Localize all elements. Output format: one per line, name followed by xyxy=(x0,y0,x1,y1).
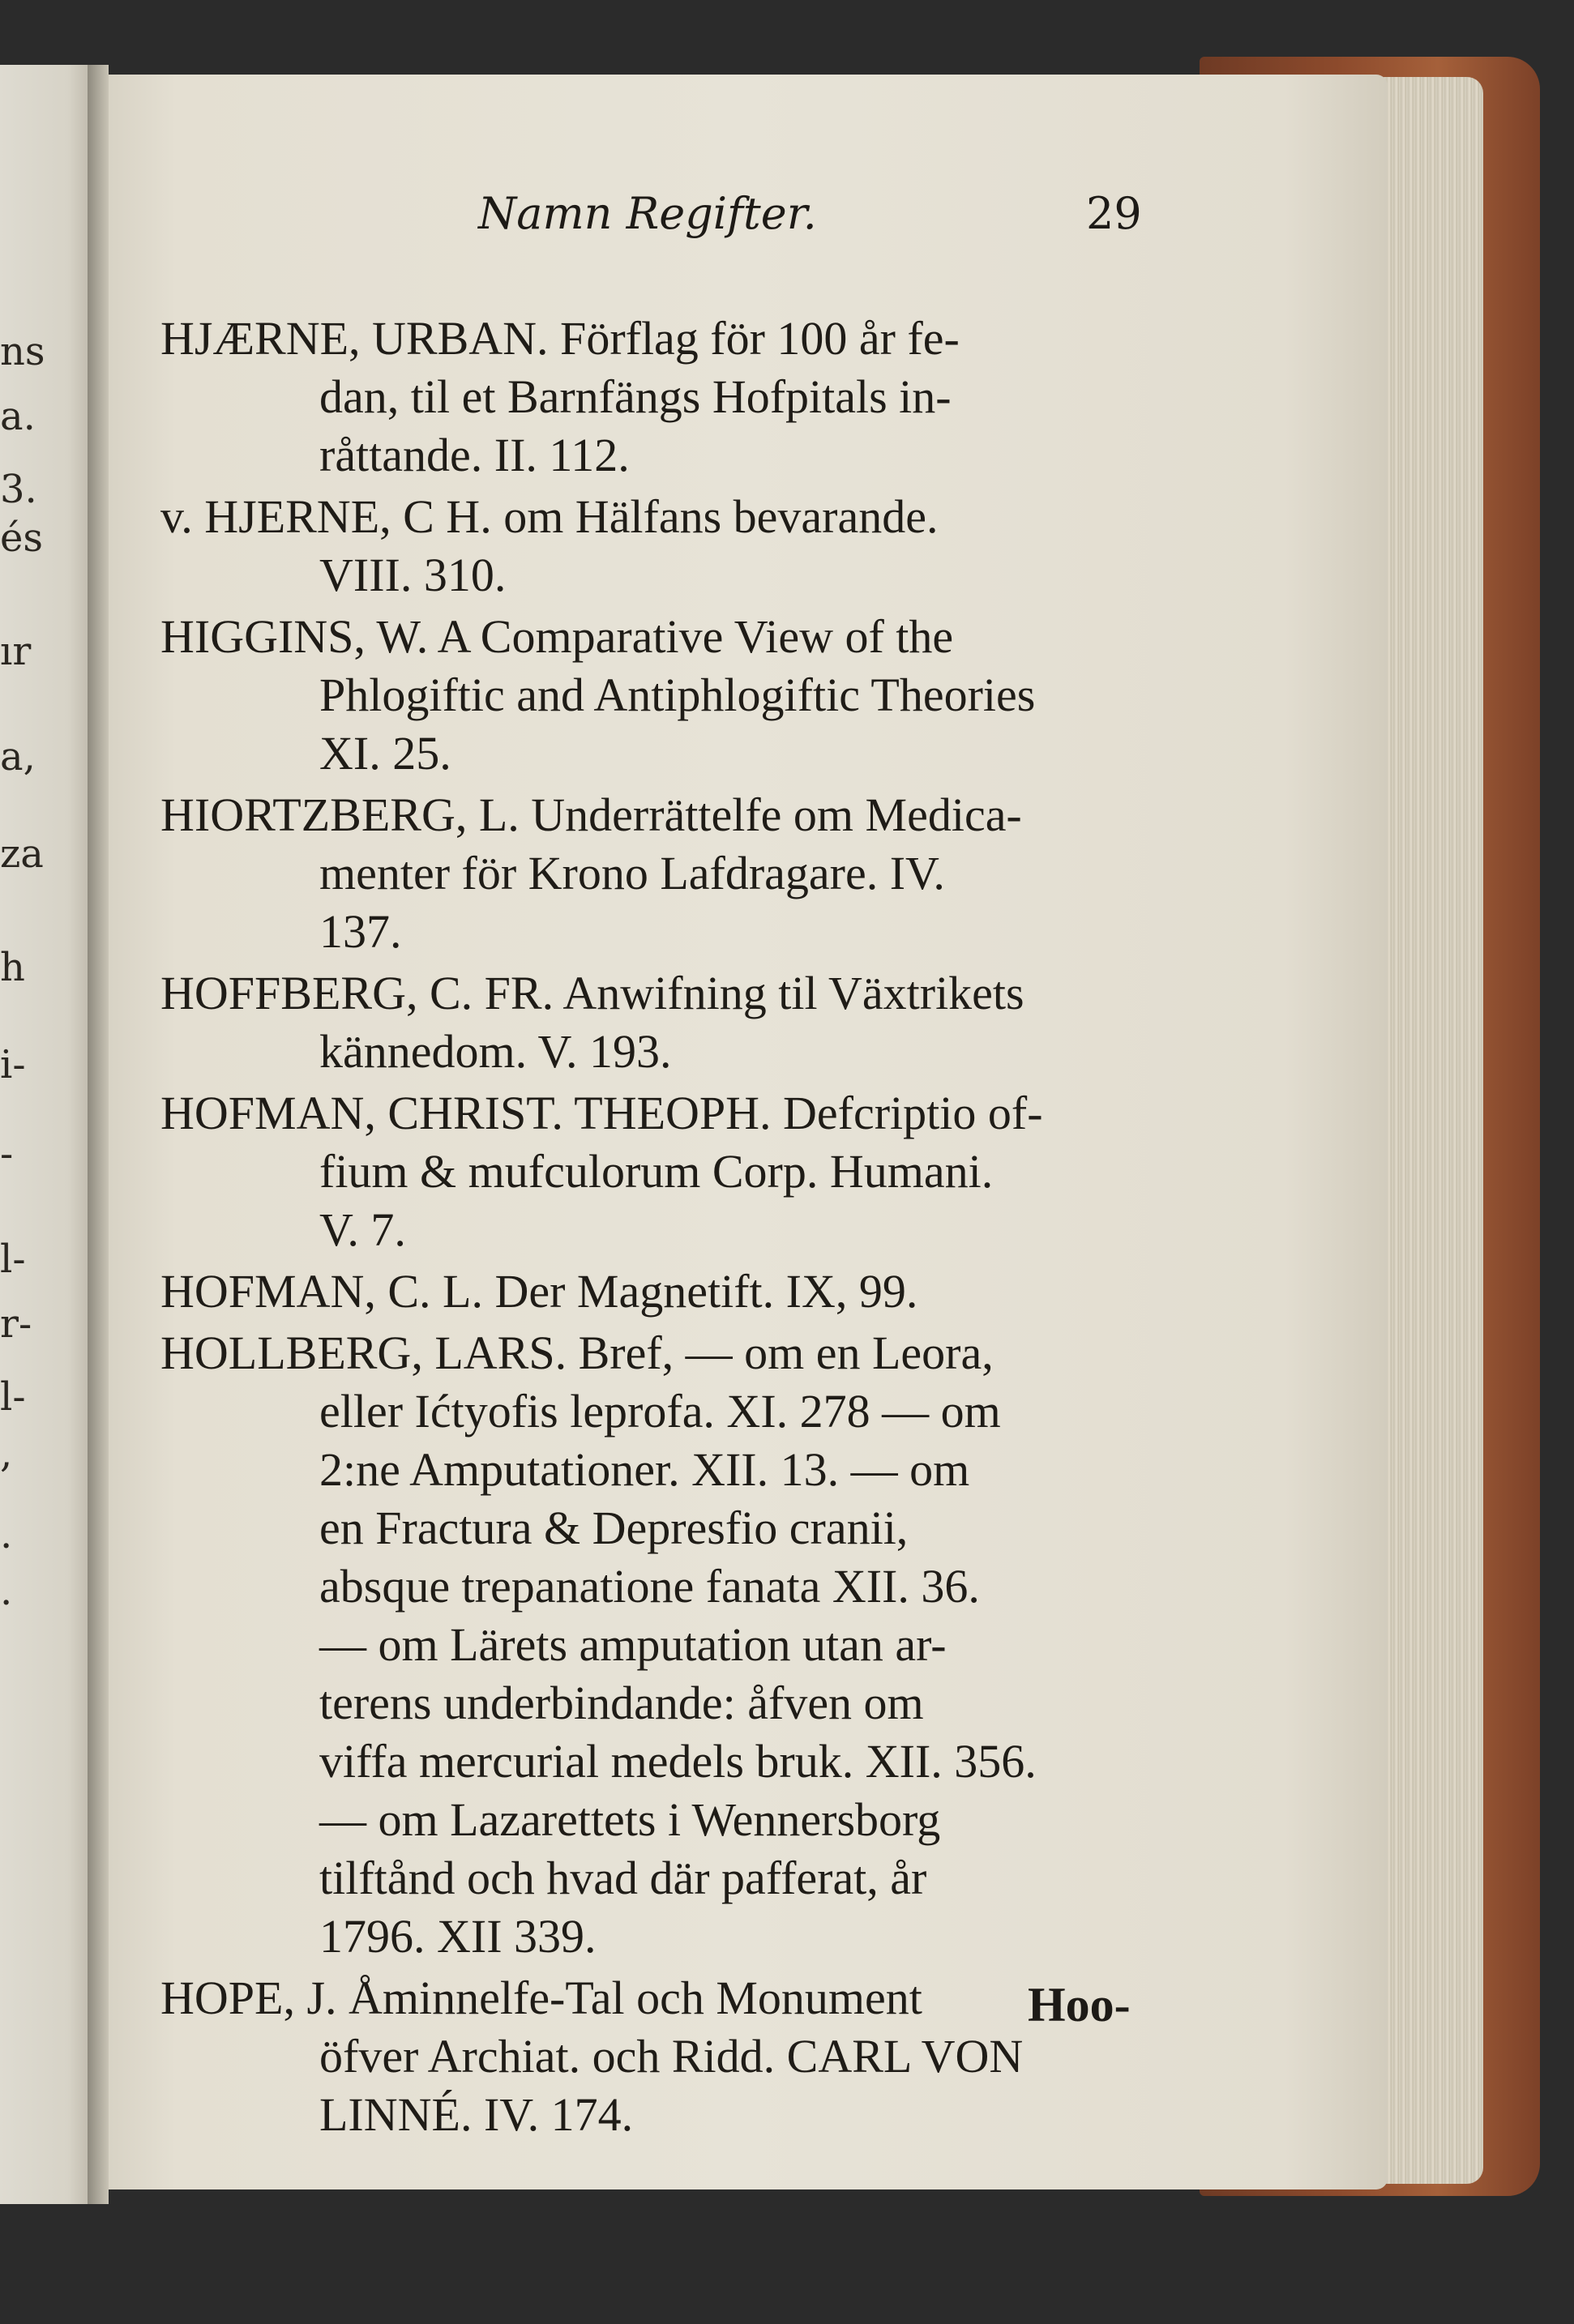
entry-first-line: HOFFBERG, C. FR. Anwifning til Växtrikets xyxy=(160,967,1024,1019)
entry-continuation-line: 2:ne Amputationer. XII. 13. — om xyxy=(319,1443,970,1496)
register-entry xyxy=(160,608,1174,783)
entry-continuation-line: kännedom. V. 193. xyxy=(319,1025,672,1078)
register-entries xyxy=(160,310,1174,2147)
entry-continuation-line: dan, til et Barnfängs Hofpitals in- xyxy=(319,370,952,423)
entry-continuation-line: Phlogiftic and Antiphlogiftic Theories xyxy=(319,669,1036,721)
entry-first-line: HJÆRNE, URBAN. Förflag för 100 år fe- xyxy=(160,312,960,365)
register-entry xyxy=(160,1262,1174,1321)
page-number: 29 xyxy=(1086,188,1142,239)
entry-continuation-line: — om Lärets amputation utan ar- xyxy=(319,1618,947,1671)
left-page-fragment: 3. xyxy=(0,467,37,512)
entry-first-line: HOFMAN, C. L. Der Magnetift. IX, 99. xyxy=(160,1265,918,1318)
register-entry xyxy=(160,786,1174,961)
entry-first-line: HIORTZBERG, L. Underrättelfe om Medica- xyxy=(160,788,1022,841)
left-page-fragment: i- xyxy=(0,1042,26,1087)
entry-continuation-line: eller Ićtyofis leprofa. XI. 278 — om xyxy=(319,1385,1001,1438)
entry-continuation-line: råttande. II. 112. xyxy=(319,429,630,481)
entry-continuation-line: 1796. XII 339. xyxy=(319,1910,597,1963)
left-page-fragment: l- xyxy=(0,1374,26,1420)
entry-continuation-line: menter för Krono Lafdragare. IV. xyxy=(319,847,945,899)
register-entry xyxy=(160,1084,1174,1259)
left-page-fragment: és xyxy=(0,515,44,561)
catchword: Hoo- xyxy=(1028,1978,1131,2031)
entry-first-line: HOLLBERG, LARS. Bref, — om en Leora, xyxy=(160,1326,994,1379)
page-header xyxy=(0,188,1574,253)
left-page-fragment: l- xyxy=(0,1237,26,1282)
gutter xyxy=(88,65,109,2204)
left-page-fragment: - xyxy=(0,1131,14,1177)
entry-first-line: HIGGINS, W. A Comparative View of the xyxy=(160,610,954,663)
left-page-fragment: ns xyxy=(0,329,45,374)
entry-continuation-line: viffa mercurial medels bruk. XII. 356. xyxy=(319,1735,1037,1788)
entry-continuation-line: XI. 25. xyxy=(319,727,451,780)
entry-continuation-line: LINNÉ. IV. 174. xyxy=(319,2088,634,2141)
left-page-fragment: . xyxy=(0,1569,13,1614)
register-entry xyxy=(160,310,1174,485)
entry-first-line: HOPE, J. Åminnelfe-Tal och Monument xyxy=(160,1972,922,2024)
entry-continuation-line: öfver Archiat. och Ridd. CARL VON xyxy=(319,2030,1024,2083)
register-entry xyxy=(160,488,1174,604)
left-page-fragment: a, xyxy=(0,734,36,780)
running-title: Namn Regifter. xyxy=(478,188,817,239)
left-page-fragment: a. xyxy=(0,394,36,439)
left-page-fragment: h xyxy=(0,945,25,990)
entry-continuation-line: absque trepanatione fanata XII. 36. xyxy=(319,1560,980,1613)
entry-continuation-line: 137. xyxy=(319,905,402,958)
entry-continuation-line: V. 7. xyxy=(319,1203,406,1256)
entry-continuation-line: terens underbindande: åfven om xyxy=(319,1677,924,1729)
entry-continuation-line: — om Lazarettets i Wennersborg xyxy=(319,1793,941,1846)
entry-first-line: HOFMAN, CHRIST. THEOPH. Defcriptio of- xyxy=(160,1087,1043,1139)
entry-first-line: v. HJERNE, C H. om Hälfans bevarande. xyxy=(160,490,939,543)
register-entry xyxy=(160,964,1174,1081)
left-page-fragment: r- xyxy=(0,1301,32,1347)
left-page-fragment: za xyxy=(0,831,44,877)
entry-continuation-line: en Fractura & Depresfio cranii, xyxy=(319,1502,909,1554)
entry-continuation-line: tilftånd och hvad där pafferat, år xyxy=(319,1852,927,1904)
register-entry xyxy=(160,1324,1174,1966)
left-page-fragment: . xyxy=(0,1512,13,1557)
left-page-fragment: , xyxy=(0,1431,13,1476)
entry-continuation-line: VIII. 310. xyxy=(319,549,507,601)
left-page-text xyxy=(0,65,89,2204)
left-page-fragment: ır xyxy=(0,629,32,674)
entry-continuation-line: fium & mufculorum Corp. Humani. xyxy=(319,1145,994,1198)
register-entry xyxy=(160,1969,1174,2144)
